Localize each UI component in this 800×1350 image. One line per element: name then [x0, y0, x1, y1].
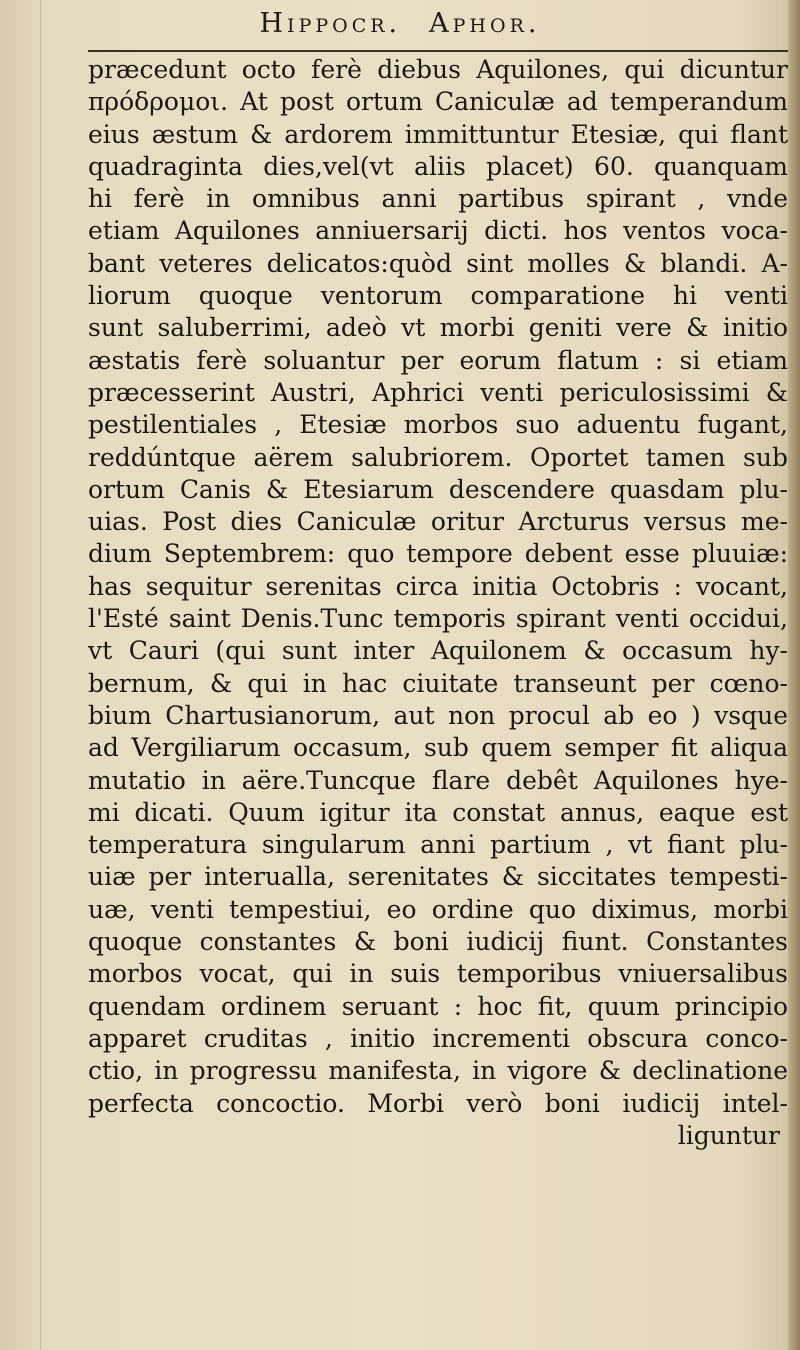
text-line: præcedunt octo ferè diebus Aquilones, qui dicuntur [88, 55, 788, 84]
text-line: mutatio in aëre.Tuncque flare debêt Aquilones hye- [88, 765, 788, 795]
text-body [88, 54, 788, 1152]
text-line: has sequitur serenitas circa initia Octobris : vocant, [88, 571, 788, 601]
header-left: Hippocr. [259, 8, 402, 39]
text-line: quadraginta dies,vel(vt aliis placet) 60. quanquam [88, 151, 788, 181]
page-crease [40, 0, 41, 1350]
text-line: bernum, & qui in hac ciuitate transeunt per cœno- [88, 668, 788, 698]
text-line: morbos vocat, qui in suis temporibus vniuersalibus [88, 959, 788, 989]
header-rule [88, 50, 788, 52]
text-line: ad Vergiliarum occasum, sub quem semper fit aliqua [88, 733, 788, 763]
text-line: hi ferè in omnibus anni partibus spirant , vnde [88, 184, 788, 214]
text-line: pestilentiales , Etesiæ morbos suo aduentu fugant, [88, 410, 788, 440]
text-line: perfecta concoctio. Morbi verò boni iudicij intel- [88, 1088, 788, 1118]
text-line: uiæ per interualla, serenitates & siccitates tempesti- [88, 862, 788, 892]
text-line: æstatis ferè soluantur per eorum flatum : si etiam [88, 345, 788, 375]
text-line: ortum Canis & Etesiarum descendere quasdam plu- [88, 474, 788, 504]
text-line: liguntur [677, 1120, 780, 1150]
running-header [0, 8, 800, 39]
text-line: l'Esté saint Denis.Tunc temporis spirant venti occidui, [88, 604, 788, 634]
text-line: dium Septembrem: quo tempore debent esse pluuiæ: [88, 539, 788, 569]
text-line: reddúntque aërem salubriorem. Oportet tamen sub [88, 442, 788, 472]
text-line: præcesserint Austri, Aphrici venti periculosissimi & [88, 377, 788, 407]
text-line: πρόδρομοι. At post ortum Caniculæ ad temperandum [88, 87, 788, 117]
text-line: sunt saluberrimi, adeò vt morbi geniti vere & initio [88, 313, 788, 343]
text-line: apparet cruditas , initio incrementi obscura conco- [88, 1023, 788, 1053]
text-line: mi dicati. Quum igitur ita constat annus, eaque est [88, 797, 788, 827]
text-line: vt Cauri (qui sunt inter Aquilonem & occasum hy- [88, 636, 788, 666]
text-line: liorum quoque ventorum comparatione hi venti [88, 281, 788, 311]
text-line: quoque constantes & boni iudicij fiunt. Constantes [88, 927, 788, 957]
text-line: uæ, venti tempestiui, eo ordine quo diximus, morbi [88, 894, 788, 924]
text-line: eius æstum & ardorem immittuntur Etesiæ, qui flant [88, 119, 788, 149]
header-right: Aphor. [429, 8, 541, 39]
text-line: bant veteres delicatos:quòd sint molles & blandi. A- [88, 248, 788, 278]
text-line: bium Chartusianorum, aut non procul ab eo ) vsque [88, 700, 788, 730]
book-gutter [788, 0, 800, 1350]
text-line: etiam Aquilones anniuersarij dicti. hos ventos voca- [88, 216, 788, 246]
text-line: temperatura singularum anni partium , vt fiant plu- [88, 830, 788, 860]
text-line: quendam ordinem seruant : hoc fit, quum principio [88, 991, 788, 1021]
text-line: ctio, in progressu manifesta, in vigore & declinatione [88, 1056, 788, 1086]
text-line: uias. Post dies Caniculæ oritur Arcturus versus me- [88, 507, 788, 537]
